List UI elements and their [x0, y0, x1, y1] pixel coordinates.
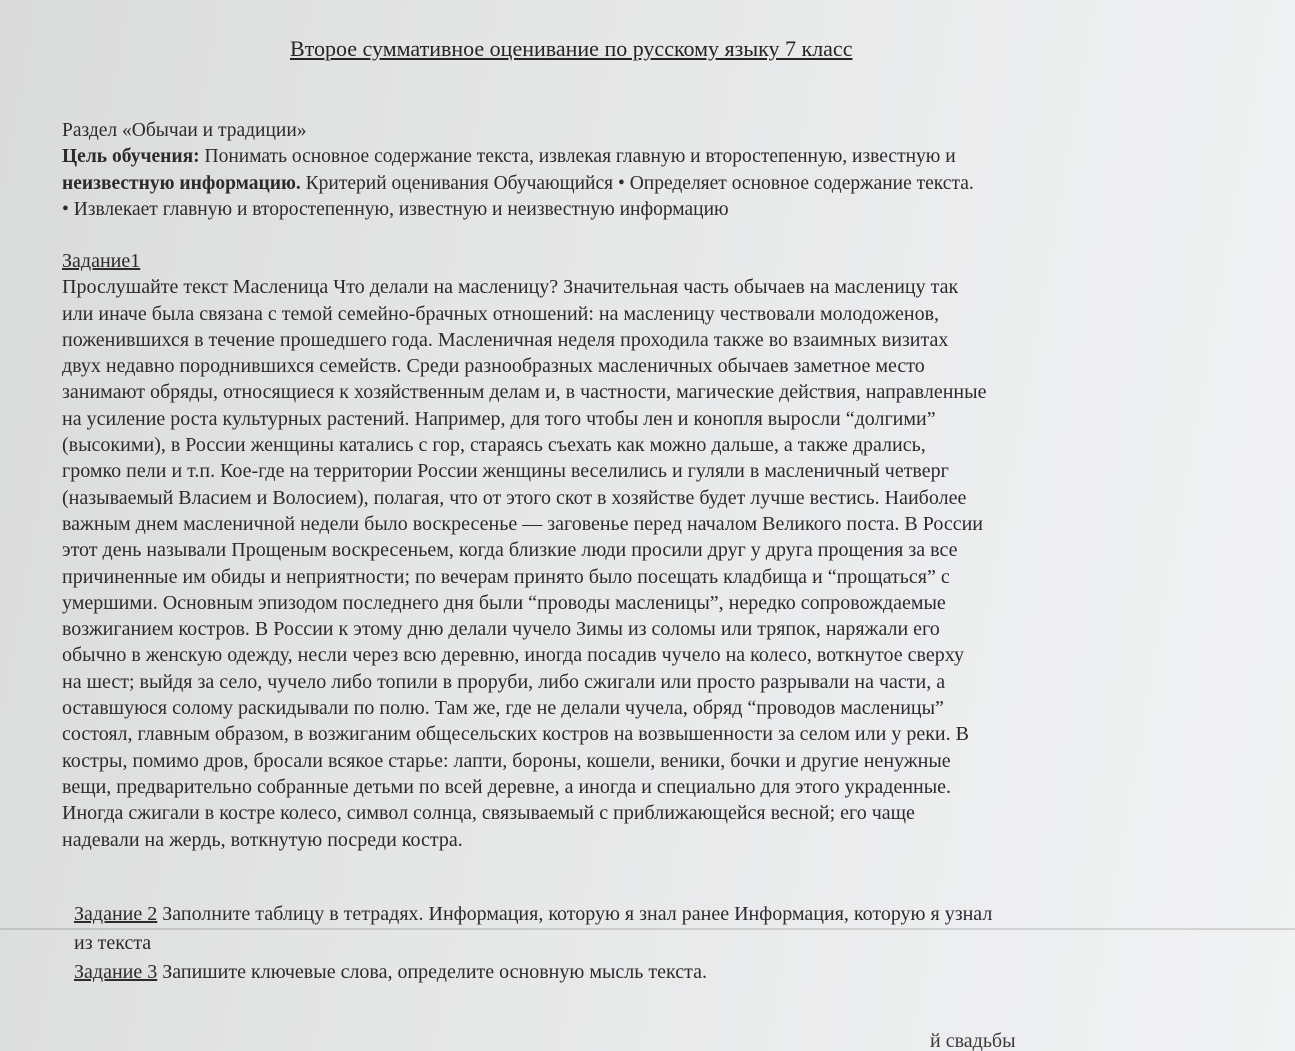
task2-text-1: Заполните таблицу в тетрадях. Информация, которую я знал ранее Информация, которую я узнал: [157, 903, 993, 925]
task3-line: [74, 958, 1224, 987]
cut-off-text-fragment: й свадьбы: [930, 1030, 1016, 1051]
task1-block: [62, 248, 1212, 853]
task3-label: Задание 3: [74, 961, 158, 983]
text-line: важным днем масленичной недели было воскресенье — заговенье перед началом Великого поста. В России: [62, 512, 983, 535]
text-line: вещи, предварительно собранные детьми по всей деревне, а иногда и специально для этого украденные.: [62, 775, 952, 798]
text-line: двух недавно породнившихся семейств. Среди разнообразных масленичных обычаев заметное место: [62, 355, 925, 378]
task2-label: Задание 2: [74, 903, 158, 925]
task1-label: Задание1: [62, 250, 141, 272]
text-line: возжиганием костров. В России к этому дню делали чучело Зимы из соломы или тряпок, наряжали его: [62, 618, 940, 641]
goal-text-1: Понимать основное содержание текста, извлекая главную и второстепенную, известную и: [199, 146, 956, 168]
text-line: громко пели и т.п. Кое-где на территории России женщины веселились и гуляли в масленичный четверг: [62, 460, 949, 483]
text-line: занимают обряды, относящиеся к хозяйственным делам и, в частности, магические действия, направленные: [62, 381, 987, 404]
text-line: (называемый Власием и Волосием), полагая, что от этого скот в хозяйстве будет лучше вестись. Наиболее: [62, 486, 967, 509]
text-line: на усиление роста культурных растений. Например, для того чтобы лен и конопля выросли “долгими”: [62, 407, 936, 430]
text-line: Иногда сжигали в костре колесо, символ солнца, связываемый с приближающейся весной; его чаще: [62, 802, 915, 825]
goal-line-1: [62, 144, 1212, 170]
goal-line-3: • Извлекает главную и второстепенную, известную и неизвестную информацию: [62, 199, 729, 221]
text-line: причиненные им обиды и неприятности; по вечерам принято было посещать кладбища и “прощаться” с: [62, 565, 950, 588]
text-line: обычно в женскую одежду, несли через всю деревню, иногда посадив чучело на колесо, воткнутое сверху: [62, 644, 964, 667]
text-line: на шест; выйдя за село, чучело либо топили в проруби, либо сжигали или просто разрывали на части, а: [62, 670, 946, 693]
text-line: Прослушайте текст Масленица Что делали на масленицу? Значительная часть обычаев на масленицу так: [62, 276, 959, 299]
page-title: Второе суммативное оценивание по русскому языку 7 класс: [290, 36, 853, 61]
meta-block: [62, 118, 1212, 224]
task3-text: Запишите ключевые слова, определите основную мысль текста.: [157, 961, 707, 983]
section-line: Раздел «Обычаи и традиции»: [62, 120, 307, 141]
text-line: надевали на жердь, воткнутую посреди костра.: [62, 828, 463, 851]
goal-line-2: [62, 171, 1212, 197]
goal-text-2-bold: неизвестную информацию.: [62, 172, 301, 194]
text-line: умершими. Основным эпизодом последнего дня были “проводы масленицы”, нередко сопровождаемые: [62, 591, 946, 614]
text-line: (высокими), в России женщины катались с гор, стараясь съехать как можно дальше, а также дрались,: [62, 434, 926, 457]
text-line: костры, помимо дров, бросали всякое старье: лапти, бороны, кошели, веники, бочки и другие ненужные: [62, 749, 951, 772]
goal-label: Цель обучения:: [62, 146, 200, 168]
text-line: или иначе была связана с темой семейно-брачных отношений: на масленицу чествовали молодоженов,: [62, 302, 940, 325]
text-line: поженившихся в течение прошедшего года. Масленичная неделя проходила также во взаимных визитах: [62, 328, 949, 351]
task2-line-2: из текста: [74, 932, 152, 954]
task1-text: [62, 274, 1212, 853]
text-line: состоял, главным образом, в возжиганим общесельских костров на возвышенности за селом или у реки. В: [62, 723, 969, 746]
text-line: оставшуюся солому раскидывали по полю. Там же, где не делали чучела, обряд “проводов масленицы”: [62, 697, 944, 720]
goal-text-2-rest: Критерий оценивания Обучающийся • Определяет основное содержание текста.: [300, 172, 974, 194]
text-line: этот день называли Прощеным воскресеньем, когда близкие люди просили друг у друга прощения за все: [62, 539, 958, 562]
task2-task3-block: [74, 900, 1224, 987]
task2-line-1: [74, 900, 1224, 929]
